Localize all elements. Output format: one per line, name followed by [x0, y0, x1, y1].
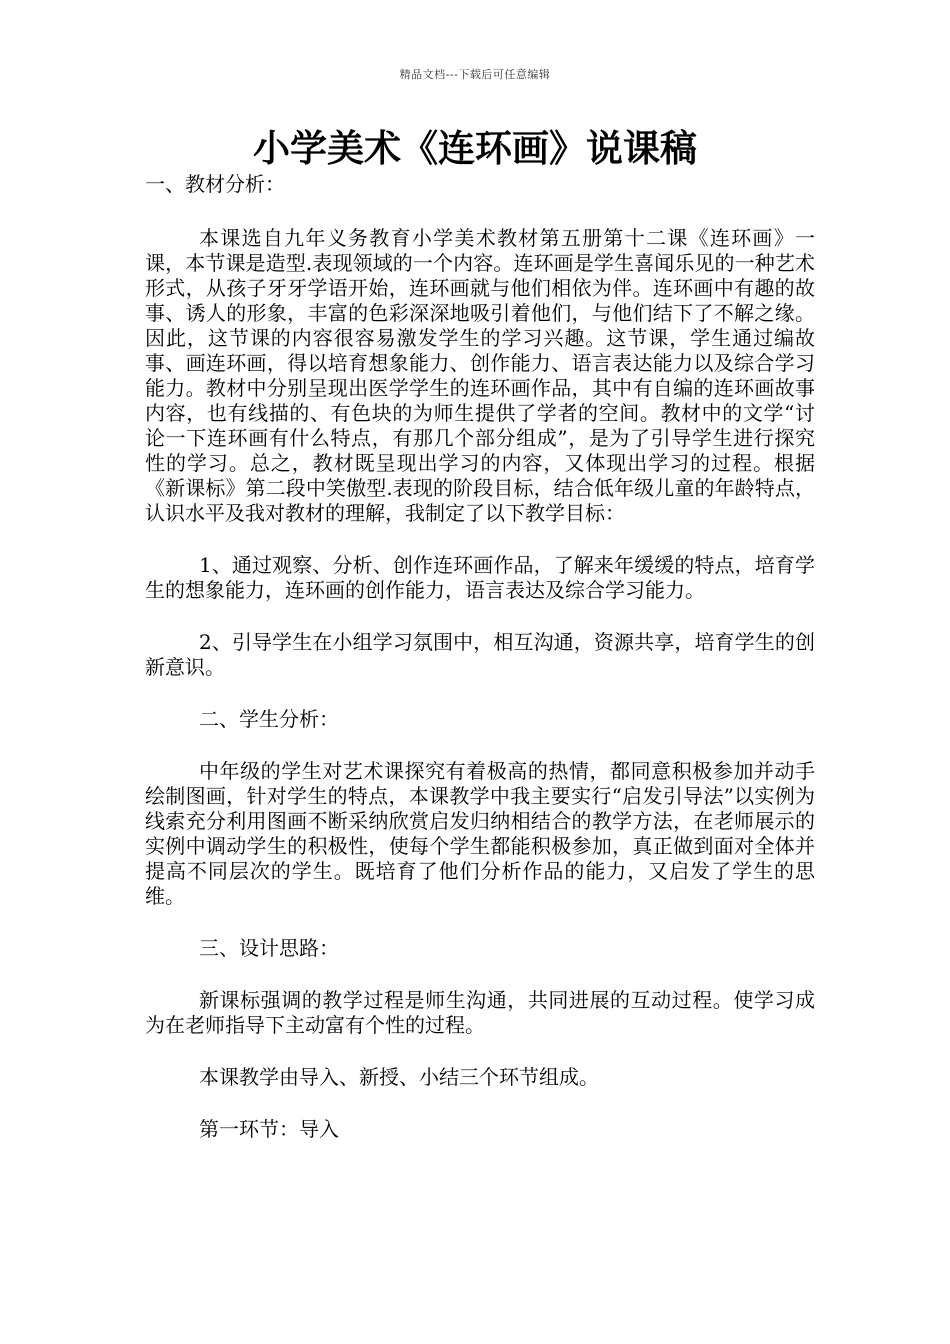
- design-step-1: 第一环节：导入: [199, 1117, 339, 1141]
- teaching-goal-2: 2、引导学生在小组学习氛围中，相互沟通，资源共享，培育学生的创新意识。: [145, 630, 815, 679]
- section-heading-students: 二、学生分析：: [199, 707, 339, 731]
- section-heading-design: 三、设计思路：: [199, 936, 339, 960]
- students-paragraph: 中年级的学生对艺术课探究有着极高的热情，都同意积极参加并动手绘制图画，针对学生的特点，本课教学中我主要实行“启发引导法”以实例为线索充分利用图画不断采纳欣赏启发归纳相结合的教学方法，在老师展示的实例中调动学生的积极性，使每个学生都能积极参加，真正做到面对全体并提高不同层次的学生。既培育了他们分析作品的能力，又启发了学生的思维。: [145, 759, 815, 908]
- design-paragraph-2: 本课教学由导入、新授、小结三个环节组成。: [199, 1065, 599, 1089]
- materials-paragraph: 本课选自九年义务教育小学美术教材第五册第十二课《连环画》一课，本节课是造型.表现领域的一个内容。连环画是学生喜闻乐见的一种艺术形式，从孩子牙牙学语开始，连环画就与他们相依为伴。连环画中有趣的故事、诱人的形象，丰富的色彩深深地吸引着他们，与他们结下了不解之缘。因此，这节课的内容很容易激发学生的学习兴趣。这节课，学生通过编故事、画连环画，得以培育想象能力、创作能力、语言表达能力以及综合学习能力。教材中分别呈现出医学学生的连环画作品，其中有自编的连环画故事内容，也有线描的、有色块的为师生提供了学者的空间。教材中的文学“讨论一下连环画有什么特点，有那几个部分组成”，是为了引导学生进行探究性的学习。总之，教材既呈现出学习的内容，又体现出学习的过程。根据《新课标》第二段中笑傲型.表现的阶段目标，结合低年级儿童的年龄特点，认识水平及我对教材的理解，我制定了以下教学目标：: [145, 226, 815, 525]
- section-heading-materials: 一、教材分析：: [145, 172, 285, 196]
- header-note: 精品文档---下载后可任意编辑: [399, 68, 551, 81]
- design-paragraph-1: 新课标强调的教学过程是师生沟通，共同进展的互动过程。使学习成为在老师指导下主动富有个性的过程。: [145, 988, 815, 1037]
- document-title: 小学美术《连环画》说课稿: [253, 127, 697, 170]
- teaching-goal-1: 1、通过观察、分析、创作连环画作品，了解来年缓缓的特点，培育学生的想象能力，连环画的创作能力，语言表达及综合学习能力。: [145, 553, 815, 602]
- document-body: [145, 172, 815, 1142]
